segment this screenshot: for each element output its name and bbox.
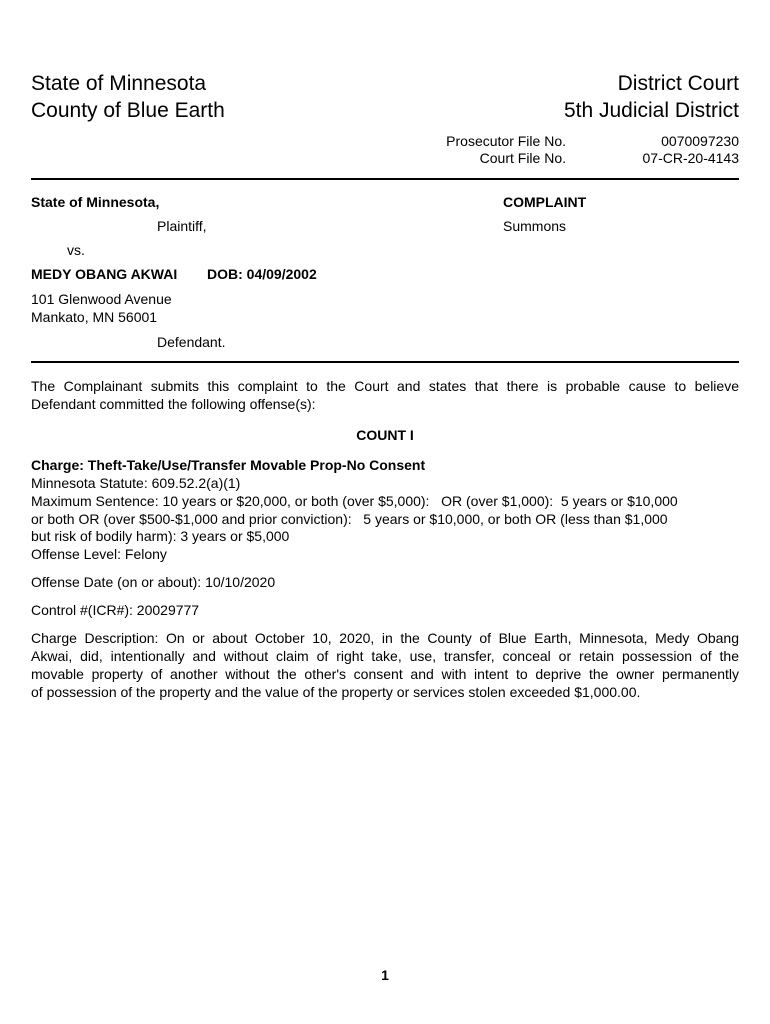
plaintiff-name: State of Minnesota,	[31, 194, 160, 210]
defendant-name: MEDY OBANG AKWAI	[31, 266, 178, 282]
header-state: State of Minnesota	[31, 72, 207, 95]
description-line2: Akwai, did, intentionally and without claim of right take, use, transfer, conceal or retain possession of the	[31, 648, 739, 664]
prosecutor-file-value: 0070097230	[661, 133, 739, 149]
defendant-dob: DOB: 04/09/2002	[207, 266, 317, 282]
count-heading: COUNT I	[356, 427, 414, 443]
court-file-label: Court File No.	[479, 150, 566, 166]
statute: Minnesota Statute: 609.52.2(a)(1)	[31, 475, 241, 491]
charge-title: Charge: Theft-Take/Use/Transfer Movable Prop-No Consent	[31, 457, 426, 473]
document-type: COMPLAINT	[503, 194, 587, 210]
offense-date: Offense Date (on or about): 10/10/2020	[31, 574, 276, 590]
sentence-line3: but risk of bodily harm): 3 years or $5,000	[31, 528, 290, 544]
page-number: 1	[381, 967, 389, 983]
sentence-line2: or both OR (over $500-$1,000 and prior conviction): 5 years or $10,000, or both OR (less than $1,000	[31, 511, 668, 527]
header-district: 5th Judicial District	[563, 99, 739, 122]
versus-label: vs.	[67, 242, 85, 258]
offense-level: Offense Level: Felony	[31, 546, 167, 562]
court-file-value: 07-CR-20-4143	[642, 150, 739, 166]
description-line1: Charge Description: On or about October 10, 2020, in the County of Blue Earth, Minnesota, Medy Obang	[31, 630, 739, 646]
intro-line1: The Complainant submits this complaint to the Court and states that there is probable cause to believe	[31, 378, 739, 394]
plaintiff-role: Plaintiff,	[157, 218, 207, 234]
divider-top	[31, 178, 739, 180]
defendant-role: Defendant.	[157, 334, 226, 350]
defendant-address-line1: 101 Glenwood Avenue	[31, 291, 172, 307]
description-line3: movable property of another without the other's consent and with intent to deprive the owner permanently	[31, 666, 739, 682]
document-subtype: Summons	[503, 218, 567, 234]
description-line4: of possession of the property and the value of the property or services stolen exceeded $1,000.00.	[31, 684, 641, 700]
divider-bottom	[31, 361, 739, 363]
intro-line2: Defendant committed the following offense(s):	[31, 396, 316, 412]
header-court: District Court	[617, 72, 739, 95]
header-county: County of Blue Earth	[31, 99, 225, 122]
defendant-address-line2: Mankato, MN 56001	[31, 309, 158, 325]
control-number: Control #(ICR#): 20029777	[31, 602, 200, 618]
prosecutor-file-label: Prosecutor File No.	[446, 133, 566, 149]
sentence-line1: Maximum Sentence: 10 years or $20,000, or both (over $5,000): OR (over $1,000): 5 years or $10,000	[31, 493, 678, 509]
